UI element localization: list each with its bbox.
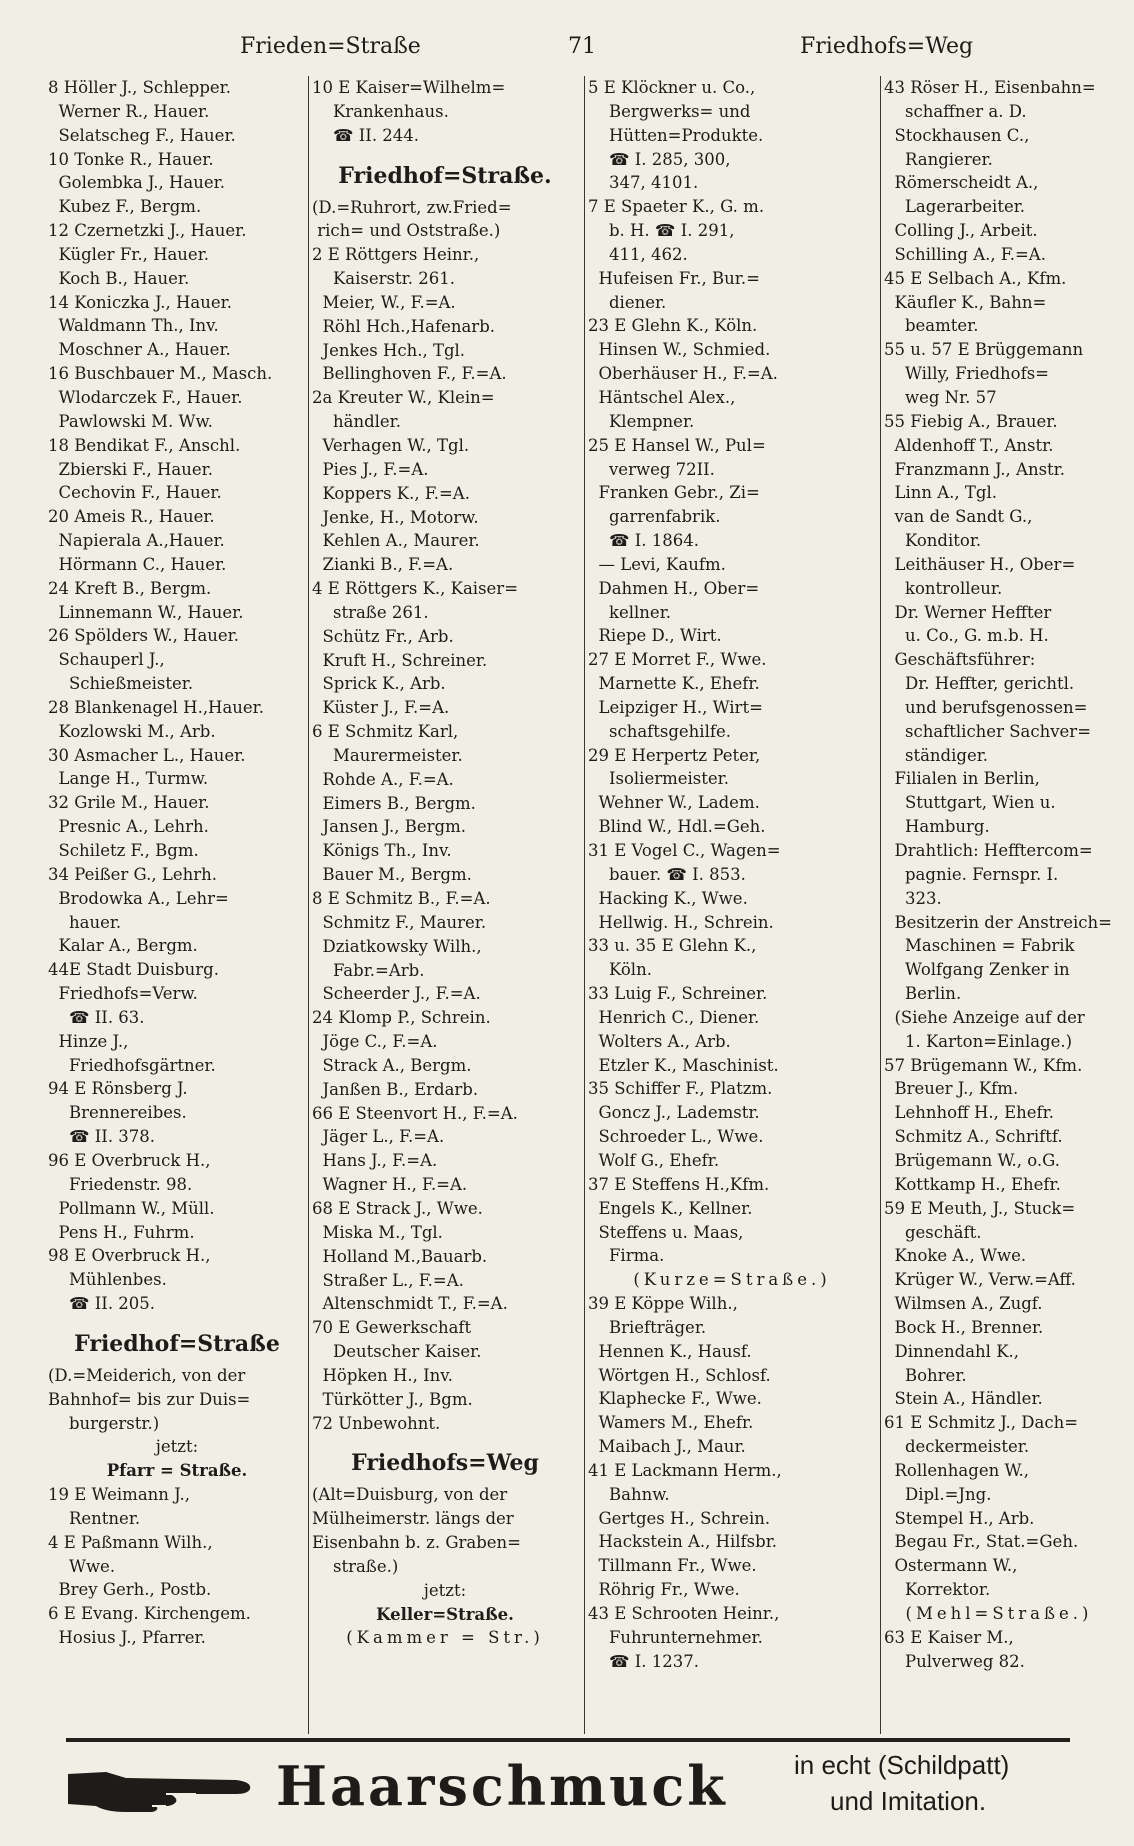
directory-entry: 25 E Hansel W., Pul= xyxy=(588,435,766,455)
directory-columns xyxy=(48,76,1112,1734)
directory-entry: Engels K., Kellner. xyxy=(588,1198,753,1218)
directory-entry: Hellwig. H., Schrein. xyxy=(588,912,774,932)
directory-entry: Schroeder L., Wwe. xyxy=(588,1127,764,1147)
directory-entry: Schmitz A., Schriftf. xyxy=(884,1127,1063,1147)
directory-entry: 43 Röser H., Eisenbahn= xyxy=(884,78,1096,97)
directory-entry: Dinnendahl K., xyxy=(884,1341,1020,1361)
section-heading: Friedhof=Straße. xyxy=(338,162,552,189)
directory-entry: und berufsgenossen= xyxy=(884,697,1088,717)
directory-entry: 18 Bendikat F., Anschl. xyxy=(48,435,241,455)
directory-entry: 6 E Evang. Kirchengem. xyxy=(48,1604,251,1624)
column-3 xyxy=(588,76,876,1734)
directory-entry: Kruft H., Schreiner. xyxy=(312,650,488,670)
directory-entry: Begau Fr., Stat.=Geh. xyxy=(884,1532,1079,1552)
directory-entry: händler. xyxy=(312,412,401,432)
directory-entry: Kaiserstr. 261. xyxy=(312,269,455,289)
column-4 xyxy=(884,76,1114,1734)
directory-entry: Jansen J., Bergm. xyxy=(312,817,466,837)
directory-entry: ständiger. xyxy=(884,745,989,765)
directory-entry: Lehnhoff H., Ehefr. xyxy=(884,1103,1054,1123)
directory-entry: Wagner H., F.=A. xyxy=(312,1175,468,1195)
directory-entry: 1. Karton=Einlage.) xyxy=(884,1031,1073,1051)
directory-entry: weg Nr. 57 xyxy=(884,387,997,407)
directory-entry: Krankenhaus. xyxy=(312,101,449,121)
directory-entry: Blind W., Hdl.=Geh. xyxy=(588,817,766,837)
page-header xyxy=(40,28,1100,68)
directory-entry: Koppers K., F.=A. xyxy=(312,483,470,503)
directory-entry: Maurermeister. xyxy=(312,745,463,765)
advert-line-1: in echt (Schildpatt) xyxy=(794,1750,1010,1780)
directory-entry: straße 261. xyxy=(312,602,429,622)
directory-entry: Stein A., Händler. xyxy=(884,1389,1043,1409)
directory-entry: 45 E Selbach A., Kfm. xyxy=(884,268,1067,288)
directory-entry: 28 Blankenagel H.,Hauer. xyxy=(48,697,264,717)
directory-entry: Hosius J., Pfarrer. xyxy=(48,1628,206,1648)
directory-entry: 2 E Röttgers Heinr., xyxy=(312,245,480,265)
directory-entry: 2a Kreuter W., Klein= xyxy=(312,388,495,408)
directory-entry: Türkötter J., Bgm. xyxy=(312,1389,473,1409)
directory-entry: Etzler K., Maschinist. xyxy=(588,1055,779,1075)
directory-entry: ☎ I. 285, 300, xyxy=(588,149,731,169)
directory-entry: 33 u. 35 E Glehn K., xyxy=(588,936,757,956)
directory-entry: Hinsen W., Schmied. xyxy=(588,340,771,360)
directory-entry: Jenke, H., Motorw. xyxy=(312,507,479,527)
directory-entry: Strack A., Bergm. xyxy=(312,1055,472,1075)
directory-entry: 98 E Overbruck H., xyxy=(48,1246,211,1266)
directory-entry: Dahmen H., Ober= xyxy=(588,578,760,598)
directory-entry: Wilmsen A., Zugf. xyxy=(884,1294,1043,1314)
directory-entry: Bergwerks= und xyxy=(588,101,751,121)
directory-entry: (Alt=Duisburg, von der xyxy=(312,1485,508,1505)
directory-entry: Schilling A., F.=A. xyxy=(884,244,1046,264)
directory-entry: Janßen B., Erdarb. xyxy=(312,1079,479,1099)
directory-entry: Wlodarczek F., Hauer. xyxy=(48,387,243,407)
directory-entry: Lagerarbeiter. xyxy=(884,197,1026,217)
directory-entry: Fuhrunternehmer. xyxy=(588,1627,763,1647)
directory-entry: ☎ II. 63. xyxy=(48,1007,145,1027)
directory-entry: Dr. Heffter, gerichtl. xyxy=(884,674,1075,694)
directory-entry: 94 E Rönsberg J. xyxy=(48,1079,188,1099)
directory-entry: verweg 72II. xyxy=(588,459,715,479)
directory-entry: ☎ II. 205. xyxy=(48,1294,156,1314)
directory-entry: 70 E Gewerkschaft xyxy=(312,1318,472,1338)
directory-entry: Kozlowski M., Arb. xyxy=(48,721,216,741)
header-right-street: Friedhofs=Weg xyxy=(800,34,974,59)
directory-entry: Wolf G., Ehefr. xyxy=(588,1150,720,1170)
directory-entry: 32 Grile M., Hauer. xyxy=(48,793,210,813)
directory-entry: 24 Klomp P., Schrein. xyxy=(312,1008,491,1028)
directory-entry: Tillmann Fr., Wwe. xyxy=(588,1556,757,1576)
directory-entry: Bellinghoven F., F.=A. xyxy=(312,364,507,384)
directory-entry: 10 E Kaiser=Wilhelm= xyxy=(312,78,506,97)
directory-entry: 16 Buschbauer M., Masch. xyxy=(48,364,273,384)
directory-entry: 323. xyxy=(884,888,942,908)
directory-entry: Meier, W., F.=A. xyxy=(312,292,456,312)
directory-entry: Holland M.,Bauarb. xyxy=(312,1246,488,1266)
directory-entry: Briefträger. xyxy=(588,1317,707,1337)
directory-entry: Geschäftsführer: xyxy=(884,650,1036,670)
directory-entry: Höpken H., Inv. xyxy=(312,1365,453,1385)
directory-entry: jetzt: xyxy=(155,1437,199,1457)
directory-entry: Deutscher Kaiser. xyxy=(312,1342,482,1362)
directory-entry: Altenschmidt T., F.=A. xyxy=(312,1294,508,1314)
directory-entry: (D.=Meiderich, von der xyxy=(48,1365,246,1385)
directory-entry: Oberhäuser H., F.=A. xyxy=(588,364,778,384)
directory-entry: 55 u. 57 E Brüggemann xyxy=(884,340,1084,360)
directory-entry: Friedenstr. 98. xyxy=(48,1174,193,1194)
directory-entry: straße.) xyxy=(312,1556,399,1576)
directory-entry: 33 Luig F., Schreiner. xyxy=(588,984,768,1004)
directory-entry: 12 Czernetzki J., Hauer. xyxy=(48,221,247,241)
directory-entry: 6 E Schmitz Karl, xyxy=(312,722,459,742)
directory-entry: Linnemann W., Hauer. xyxy=(48,602,244,622)
directory-entry: ☎ I. 1864. xyxy=(588,531,700,551)
directory-entry: Dziatkowsky Wilh., xyxy=(312,936,482,956)
directory-entry: Knoke A., Wwe. xyxy=(884,1246,1027,1266)
directory-entry: Lange H., Turmw. xyxy=(48,769,209,789)
directory-entry: 27 E Morret F., Wwe. xyxy=(588,650,767,670)
directory-entry: 96 E Overbruck H., xyxy=(48,1150,211,1170)
directory-entry: Schiletz F., Bgm. xyxy=(48,841,199,860)
directory-entry: Keller=Straße. xyxy=(376,1604,514,1624)
directory-entry: Friedhofsgärtner. xyxy=(48,1055,216,1075)
directory-entry: kellner. xyxy=(588,602,672,622)
directory-entry: 61 E Schmitz J., Dach= xyxy=(884,1413,1079,1433)
directory-entry: Bock H., Brenner. xyxy=(884,1317,1044,1337)
directory-entry: Pies J., F.=A. xyxy=(312,459,429,479)
directory-entry: 5 E Klöckner u. Co., xyxy=(588,78,756,97)
directory-entry: Linn A., Tgl. xyxy=(884,483,997,503)
directory-entry: Besitzerin der Anstreich= xyxy=(884,912,1112,932)
column-2 xyxy=(312,76,578,1734)
directory-entry: Franken Gebr., Zi= xyxy=(588,483,760,503)
directory-entry: 68 E Strack J., Wwe. xyxy=(312,1198,483,1218)
directory-entry: 66 E Steenvort H., F.=A. xyxy=(312,1103,518,1123)
directory-entry: 8 E Schmitz B., F.=A. xyxy=(312,889,491,908)
directory-entry: Rollenhagen W., xyxy=(884,1460,1030,1480)
directory-entry: hauer. xyxy=(48,912,122,932)
directory-entry: Selatscheg F., Hauer. xyxy=(48,125,236,145)
directory-entry: (Siehe Anzeige auf der xyxy=(884,1007,1085,1027)
directory-entry: 7 E Spaeter K., G. m. xyxy=(588,197,765,217)
directory-entry: Eimers B., Bergm. xyxy=(312,793,476,813)
directory-entry: Colling J., Arbeit. xyxy=(884,221,1038,241)
directory-entry: b. H. ☎ I. 291, xyxy=(588,221,735,241)
directory-entry: Königs Th., Inv. xyxy=(312,841,452,861)
directory-entry: Maibach J., Maur. xyxy=(588,1437,746,1457)
directory-entry: ☎ II. 244. xyxy=(312,125,420,145)
directory-entry: 57 Brügemann W., Kfm. xyxy=(884,1055,1083,1075)
directory-entry: Pens H., Fuhrm. xyxy=(48,1222,195,1242)
directory-entry: Breuer J., Kfm. xyxy=(884,1079,1019,1099)
directory-entry: u. Co., G. m.b. H. xyxy=(884,626,1049,646)
advert-rule xyxy=(66,1738,1070,1742)
directory-entry: 59 E Meuth, J., Stuck= xyxy=(884,1198,1076,1218)
directory-entry: Kehlen A., Maurer. xyxy=(312,531,480,551)
directory-entry: Mühlenbes. xyxy=(48,1270,167,1290)
directory-entry: 41 E Lackmann Herm., xyxy=(588,1460,782,1480)
directory-entry: Fabr.=Arb. xyxy=(312,960,425,980)
directory-entry: kontrolleur. xyxy=(884,578,1003,598)
directory-entry: schaftsgehilfe. xyxy=(588,721,731,741)
directory-entry: Hans J., F.=A. xyxy=(312,1151,438,1171)
directory-entry: Klaphecke F., Wwe. xyxy=(588,1389,762,1409)
directory-entry: Schauperl J., xyxy=(48,650,165,670)
directory-entry: Schütz Fr., Arb. xyxy=(312,626,454,646)
directory-entry: Brey Gerh., Postb. xyxy=(48,1580,212,1600)
directory-entry: Riepe D., Wirt. xyxy=(588,626,722,646)
directory-entry: 4 E Paßmann Wilh., xyxy=(48,1532,213,1552)
directory-entry: Wolfgang Zenker in xyxy=(884,960,1070,980)
directory-entry: Pollmann W., Müll. xyxy=(48,1198,215,1218)
directory-entry: Zianki B., F.=A. xyxy=(312,555,454,575)
advertisement xyxy=(66,1746,1070,1828)
directory-entry: Cechovin F., Hauer. xyxy=(48,483,222,503)
directory-entry: geschäft. xyxy=(884,1222,982,1242)
directory-entry: Wörtgen H., Schlosf. xyxy=(588,1365,771,1385)
directory-entry: 35 Schiffer F., Platzm. xyxy=(588,1079,773,1099)
page-number: 71 xyxy=(568,34,596,59)
column-divider xyxy=(584,76,585,1734)
directory-entry: Kügler Fr., Hauer. xyxy=(48,244,210,264)
directory-entry: Häntschel Alex., xyxy=(588,387,736,407)
directory-entry: van de Sandt G., xyxy=(884,507,1033,527)
directory-entry: Hörmann C., Hauer. xyxy=(48,554,227,574)
directory-entry: 4 E Röttgers K., Kaiser= xyxy=(312,579,519,599)
column-1 xyxy=(48,76,306,1734)
directory-entry: Krüger W., Verw.=Aff. xyxy=(884,1270,1076,1290)
directory-entry: 30 Asmacher L., Hauer. xyxy=(48,745,246,765)
directory-entry: rich= und Oststraße.) xyxy=(312,221,501,241)
directory-entry: Koch B., Hauer. xyxy=(48,268,190,288)
directory-entry: Käufler K., Bahn= xyxy=(884,292,1047,312)
directory-entry: (Kurze=Straße.) xyxy=(633,1270,831,1290)
directory-entry: Presnic A., Lehrh. xyxy=(48,817,209,837)
directory-entry: Stockhausen C., xyxy=(884,125,1030,145)
directory-entry: 44E Stadt Duisburg. xyxy=(48,960,219,980)
directory-entry: 19 E Weimann J., xyxy=(48,1485,190,1505)
directory-entry: schaffner a. D. xyxy=(884,101,1027,121)
directory-entry: Kottkamp H., Ehefr. xyxy=(884,1174,1061,1194)
directory-entry: Scheerder J., F.=A. xyxy=(312,984,481,1004)
directory-entry: — Levi, Kaufm. xyxy=(588,554,726,574)
directory-entry: Korrektor. xyxy=(884,1580,991,1600)
directory-entry: Brennereibes. xyxy=(48,1103,187,1123)
directory-entry: Leipziger H., Wirt= xyxy=(588,697,763,717)
directory-entry: 8 Höller J., Schlepper. xyxy=(48,78,232,97)
directory-entry: Röhrig Fr., Wwe. xyxy=(588,1580,740,1600)
directory-entry: diener. xyxy=(588,292,667,312)
directory-entry: Schießmeister. xyxy=(48,674,194,694)
directory-entry: Moschner A., Hauer. xyxy=(48,340,231,360)
directory-entry: Bahnhof= bis zur Duis= xyxy=(48,1389,251,1409)
directory-entry: Verhagen W., Tgl. xyxy=(312,435,470,455)
directory-entry: 14 Koniczka J., Hauer. xyxy=(48,292,232,312)
directory-entry: 20 Ameis R., Hauer. xyxy=(48,507,215,527)
directory-entry: deckermeister. xyxy=(884,1437,1030,1457)
directory-entry: schaftlicher Sachver= xyxy=(884,721,1092,741)
directory-entry: 39 E Köppe Wilh., xyxy=(588,1294,738,1314)
directory-entry: Willy, Friedhofs= xyxy=(884,364,1049,384)
directory-entry: Hütten=Produkte. xyxy=(588,125,764,145)
directory-entry: 43 E Schrooten Heinr., xyxy=(588,1604,780,1623)
directory-entry: 37 E Steffens H.,Kfm. xyxy=(588,1174,770,1194)
directory-entry: Waldmann Th., Inv. xyxy=(48,316,219,336)
directory-entry: Miska M., Tgl. xyxy=(312,1222,443,1242)
directory-entry: 347, 4101. xyxy=(588,173,699,193)
advert-headline: Haarschmuck xyxy=(276,1754,728,1818)
directory-entry: (Kammer = Str.) xyxy=(346,1628,544,1648)
directory-entry: Zbierski F., Hauer. xyxy=(48,459,213,479)
directory-entry: beamter. xyxy=(884,316,979,336)
directory-entry: Hennen K., Hausf. xyxy=(588,1341,752,1361)
directory-entry: Bohrer. xyxy=(884,1365,967,1385)
directory-entry: ☎ II. 378. xyxy=(48,1127,156,1147)
directory-entry: Konditor. xyxy=(884,531,982,551)
directory-entry: Napierala A.,Hauer. xyxy=(48,531,225,551)
directory-entry: Dipl.=Jng. xyxy=(884,1484,992,1504)
directory-entry: Pulverweg 82. xyxy=(884,1651,1025,1671)
directory-entry: Aldenhoff T., Anstr. xyxy=(884,435,1054,455)
directory-entry: 24 Kreft B., Bergm. xyxy=(48,578,212,598)
directory-entry: Marnette K., Ehefr. xyxy=(588,674,760,694)
directory-entry: Werner R., Hauer. xyxy=(48,101,210,121)
directory-entry: 34 Peißer G., Lehrh. xyxy=(48,864,217,884)
directory-entry: Hacking K., Wwe. xyxy=(588,888,748,908)
directory-entry: Sprick K., Arb. xyxy=(312,674,446,694)
directory-entry: Rohde A., F.=A. xyxy=(312,769,454,789)
directory-entry: 411, 462. xyxy=(588,244,688,264)
directory-entry: Berlin. xyxy=(884,984,962,1004)
directory-entry: Wamers M., Ehefr. xyxy=(588,1413,754,1433)
directory-entry: Wolters A., Arb. xyxy=(588,1031,731,1051)
directory-entry: Filialen in Berlin, xyxy=(884,769,1040,789)
directory-entry: Brodowka A., Lehr= xyxy=(48,888,229,908)
directory-entry: Klempner. xyxy=(588,411,695,431)
directory-entry: Jöge C., F.=A. xyxy=(312,1032,438,1052)
directory-entry: Maschinen = Fabrik xyxy=(884,936,1075,956)
section-heading: Friedhofs=Weg xyxy=(351,1450,539,1477)
directory-entry: Franzmann J., Anstr. xyxy=(884,459,1065,479)
directory-entry: (Mehl=Straße.) xyxy=(905,1604,1093,1623)
directory-entry: Hackstein A., Hilfsbr. xyxy=(588,1532,778,1552)
directory-entry: Hamburg. xyxy=(884,817,990,837)
directory-entry: Küster J., F.=A. xyxy=(312,698,450,718)
header-left-street: Frieden=Straße xyxy=(240,34,421,59)
directory-entry: Römerscheidt A., xyxy=(884,173,1039,193)
directory-entry: bauer. ☎ I. 853. xyxy=(588,864,746,884)
directory-entry: Mülheimerstr. längs der xyxy=(312,1509,514,1529)
directory-entry: Henrich C., Diener. xyxy=(588,1007,760,1027)
directory-entry: Kalar A., Bergm. xyxy=(48,936,198,956)
directory-entry: Rentner. xyxy=(48,1508,141,1528)
directory-entry: 31 E Vogel C., Wagen= xyxy=(588,841,781,860)
directory-entry: Wwe. xyxy=(48,1556,116,1576)
directory-entry: 29 E Herpertz Peter, xyxy=(588,745,761,765)
directory-entry: Steffens u. Maas, xyxy=(588,1222,744,1242)
directory-entry: Jäger L., F.=A. xyxy=(312,1127,445,1147)
directory-entry: Goncz J., Lademstr. xyxy=(588,1103,760,1123)
directory-entry: 26 Spölders W., Hauer. xyxy=(48,626,239,646)
directory-entry: Straßer L., F.=A. xyxy=(312,1270,464,1290)
directory-entry: Brügemann W., o.G. xyxy=(884,1150,1060,1170)
directory-entry: Firma. xyxy=(588,1246,665,1266)
directory-entry: (D.=Ruhrort, zw.Fried= xyxy=(312,197,512,217)
directory-entry: Ostermann W., xyxy=(884,1556,1018,1576)
directory-entry: Leithäuser H., Ober= xyxy=(884,554,1076,574)
directory-entry: Hinze J., xyxy=(48,1031,129,1051)
directory-entry: Golembka J., Hauer. xyxy=(48,173,225,193)
directory-entry: Hufeisen Fr., Bur.= xyxy=(588,268,760,288)
advert-line-2: und Imitation. xyxy=(830,1786,987,1816)
pointing-hand-icon xyxy=(66,1760,256,1816)
directory-entry: 10 Tonke R., Hauer. xyxy=(48,149,214,169)
directory-entry: jetzt: xyxy=(423,1580,467,1600)
directory-entry: Bahnw. xyxy=(588,1484,670,1504)
directory-entry: Eisenbahn b. z. Graben= xyxy=(312,1533,521,1553)
directory-entry: Stuttgart, Wien u. xyxy=(884,793,1056,813)
directory-entry: Köln. xyxy=(588,960,652,980)
directory-entry: Röhl Hch.,Hafenarb. xyxy=(312,316,495,336)
directory-entry: 63 E Kaiser M., xyxy=(884,1627,1014,1647)
directory-entry: Wehner W., Ladem. xyxy=(588,793,760,813)
directory-entry: Pfarr = Straße. xyxy=(106,1461,248,1481)
directory-entry: garrenfabrik. xyxy=(588,507,721,527)
column-divider xyxy=(308,76,309,1734)
directory-entry: Dr. Werner Heffter xyxy=(884,602,1052,622)
directory-entry: Bauer M., Bergm. xyxy=(312,865,472,885)
directory-entry: Pawlowski M. Ww. xyxy=(48,411,213,431)
directory-entry: 72 Unbewohnt. xyxy=(312,1413,441,1433)
directory-entry: Kubez F., Bergm. xyxy=(48,197,202,217)
directory-entry: 55 Fiebig A., Brauer. xyxy=(884,411,1058,431)
directory-entry: Jenkes Hch., Tgl. xyxy=(312,340,466,360)
directory-entry: Isoliermeister. xyxy=(588,769,729,789)
directory-entry: burgerstr.) xyxy=(48,1413,160,1433)
directory-entry: 23 E Glehn K., Köln. xyxy=(588,316,758,336)
directory-entry: Gertges H., Schrein. xyxy=(588,1508,771,1528)
directory-entry: Friedhofs=Verw. xyxy=(48,984,198,1004)
directory-entry: Drahtlich: Hefftercom= xyxy=(884,841,1093,860)
directory-entry: Stempel H., Arb. xyxy=(884,1508,1035,1528)
directory-entry: Rangierer. xyxy=(884,149,993,169)
directory-entry: pagnie. Fernspr. I. xyxy=(884,864,1059,884)
directory-entry: Schmitz F., Maurer. xyxy=(312,912,487,932)
directory-entry: ☎ I. 1237. xyxy=(588,1651,700,1671)
column-divider xyxy=(880,76,881,1734)
section-heading: Friedhof=Straße xyxy=(74,1330,280,1357)
